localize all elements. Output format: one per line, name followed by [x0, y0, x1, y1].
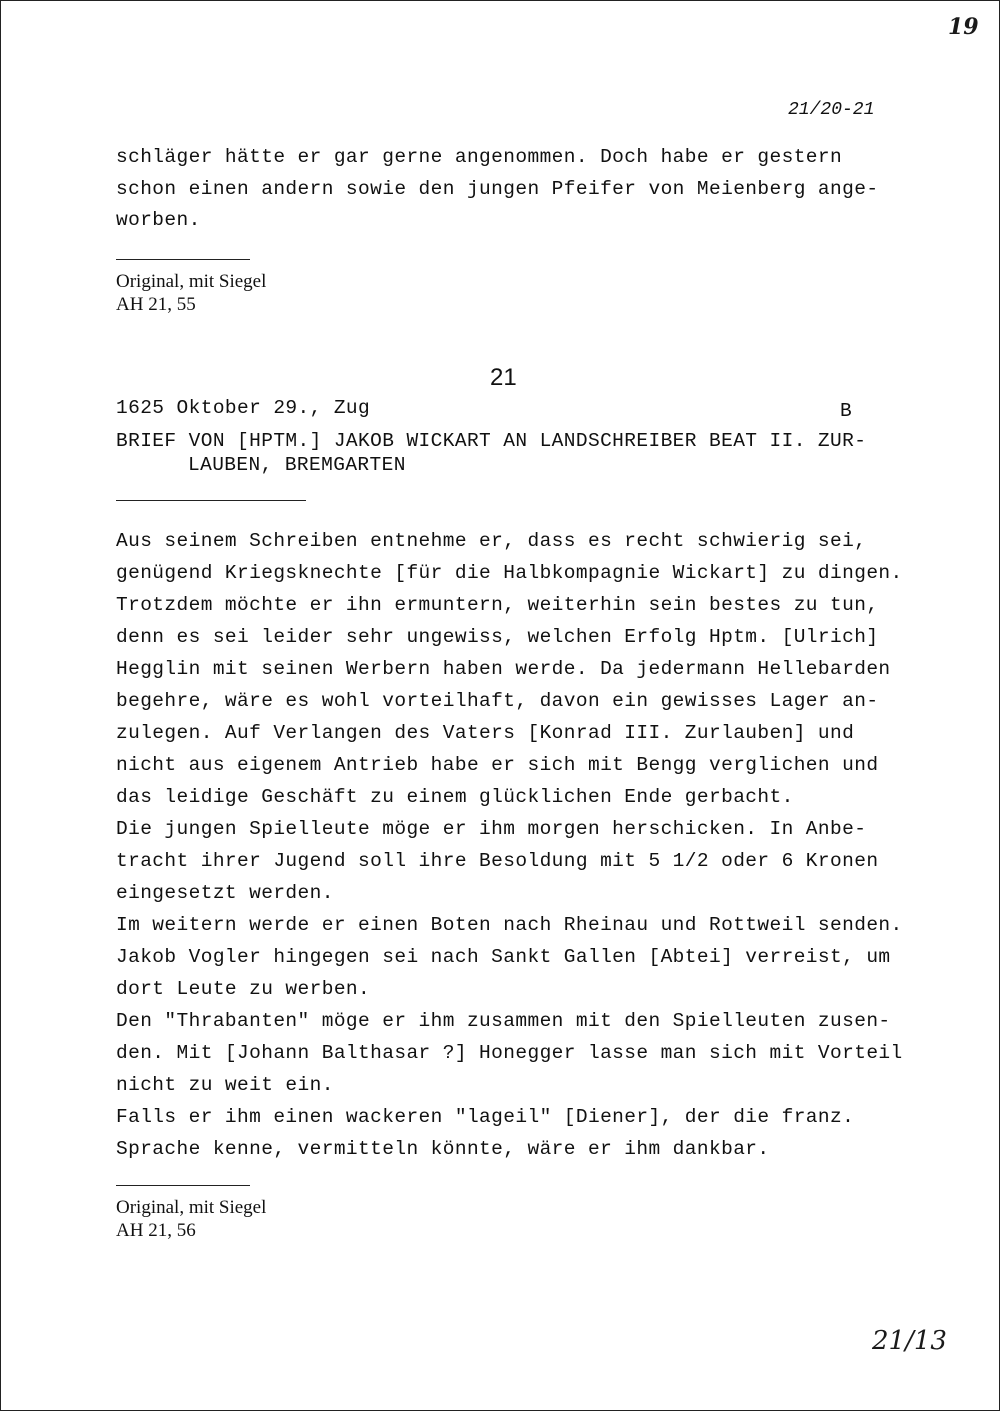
- text-line: begehre, wäre es wohl vorteilhaft, davon ein gewisses Lager an-: [116, 690, 879, 712]
- text-line: Den "Thrabanten" möge er ihm zusammen mit den Spielleuten zusen-: [116, 1010, 891, 1032]
- text-line: Im weitern werde er einen Boten nach Rheinau und Rottweil senden.: [116, 914, 903, 936]
- text-line: Aus seinem Schreiben entnehme er, dass es recht schwierig sei,: [116, 530, 867, 552]
- text-line: Jakob Vogler hingegen sei nach Sankt Gallen [Abtei] verreist, um: [116, 946, 891, 968]
- text-line: nicht zu weit ein.: [116, 1074, 334, 1096]
- text-line: Die jungen Spielleute möge er ihm morgen herschicken. In Anbe-: [116, 818, 867, 840]
- archive-signature: AH 21, 55: [116, 294, 196, 315]
- text-line: schläger hätte er gar gerne angenommen. Doch habe er gestern: [116, 146, 843, 168]
- text-line: denn es sei leider sehr ungewiss, welchen Erfolg Hptm. [Ulrich]: [116, 626, 879, 648]
- continuation-paragraph: [116, 142, 878, 237]
- text-line: nicht aus eigenem Antrieb habe er sich mit Bengg verglichen und: [116, 754, 879, 776]
- document-date-place: 1625 Oktober 29., Zug: [116, 397, 371, 419]
- source-note: [116, 1196, 266, 1242]
- text-line: eingesetzt werden.: [116, 882, 334, 904]
- text-line: den. Mit [Johann Balthasar ?] Honegger lasse man sich mit Vorteil: [116, 1042, 903, 1064]
- source-note: [116, 270, 266, 316]
- text-line: das leidige Geschäft zu einem glücklichen Ende gerbacht.: [116, 786, 794, 808]
- text-line: Hegglin mit seinen Werbern haben werde. Da jedermann Hellebarden: [116, 658, 891, 680]
- text-line: worben.: [116, 209, 201, 231]
- archive-signature: AH 21, 56: [116, 1220, 196, 1241]
- document-number: 21: [490, 364, 517, 391]
- document-body: [116, 525, 903, 1165]
- separator-rule: [116, 259, 250, 260]
- text-line: Trotzdem möchte er ihn ermuntern, weiterhin sein bestes zu tun,: [116, 594, 879, 616]
- text-line: genügend Kriegsknechte [für die Halbkompagnie Wickart] zu dingen.: [116, 562, 903, 584]
- source-type: Original, mit Siegel: [116, 1197, 267, 1218]
- text-line: schon einen andern sowie den jungen Pfeifer von Meienberg ange-: [116, 177, 879, 200]
- document-category: B: [840, 400, 853, 422]
- separator-rule: [116, 500, 306, 501]
- text-line: Sprache kenne, vermitteln könnte, wäre er ihm dankbar.: [116, 1138, 770, 1160]
- text-line: tracht ihrer Jugend soll ihre Besoldung mit 5 1/2 oder 6 Kronen: [116, 850, 879, 872]
- separator-rule: [116, 1185, 250, 1186]
- text-line: Falls er ihm einen wackeren "lageil" [Diener], der die franz.: [116, 1106, 855, 1128]
- document-title-line-2: LAUBEN, BREMGARTEN: [188, 454, 406, 476]
- source-type: Original, mit Siegel: [116, 271, 267, 292]
- text-line: zulegen. Auf Verlangen des Vaters [Konrad III. Zurlauben] und: [116, 722, 855, 744]
- text-line: dort Leute zu werben.: [116, 978, 371, 1000]
- handwritten-page-mark: 21/13: [872, 1326, 947, 1356]
- document-title-line-1: BRIEF VON [HPTM.] JAKOB WICKART AN LANDSCHREIBER BEAT II. ZUR-: [116, 430, 867, 452]
- handwritten-folio-number: 19: [948, 14, 979, 40]
- page-reference: 21/20-21: [788, 100, 875, 120]
